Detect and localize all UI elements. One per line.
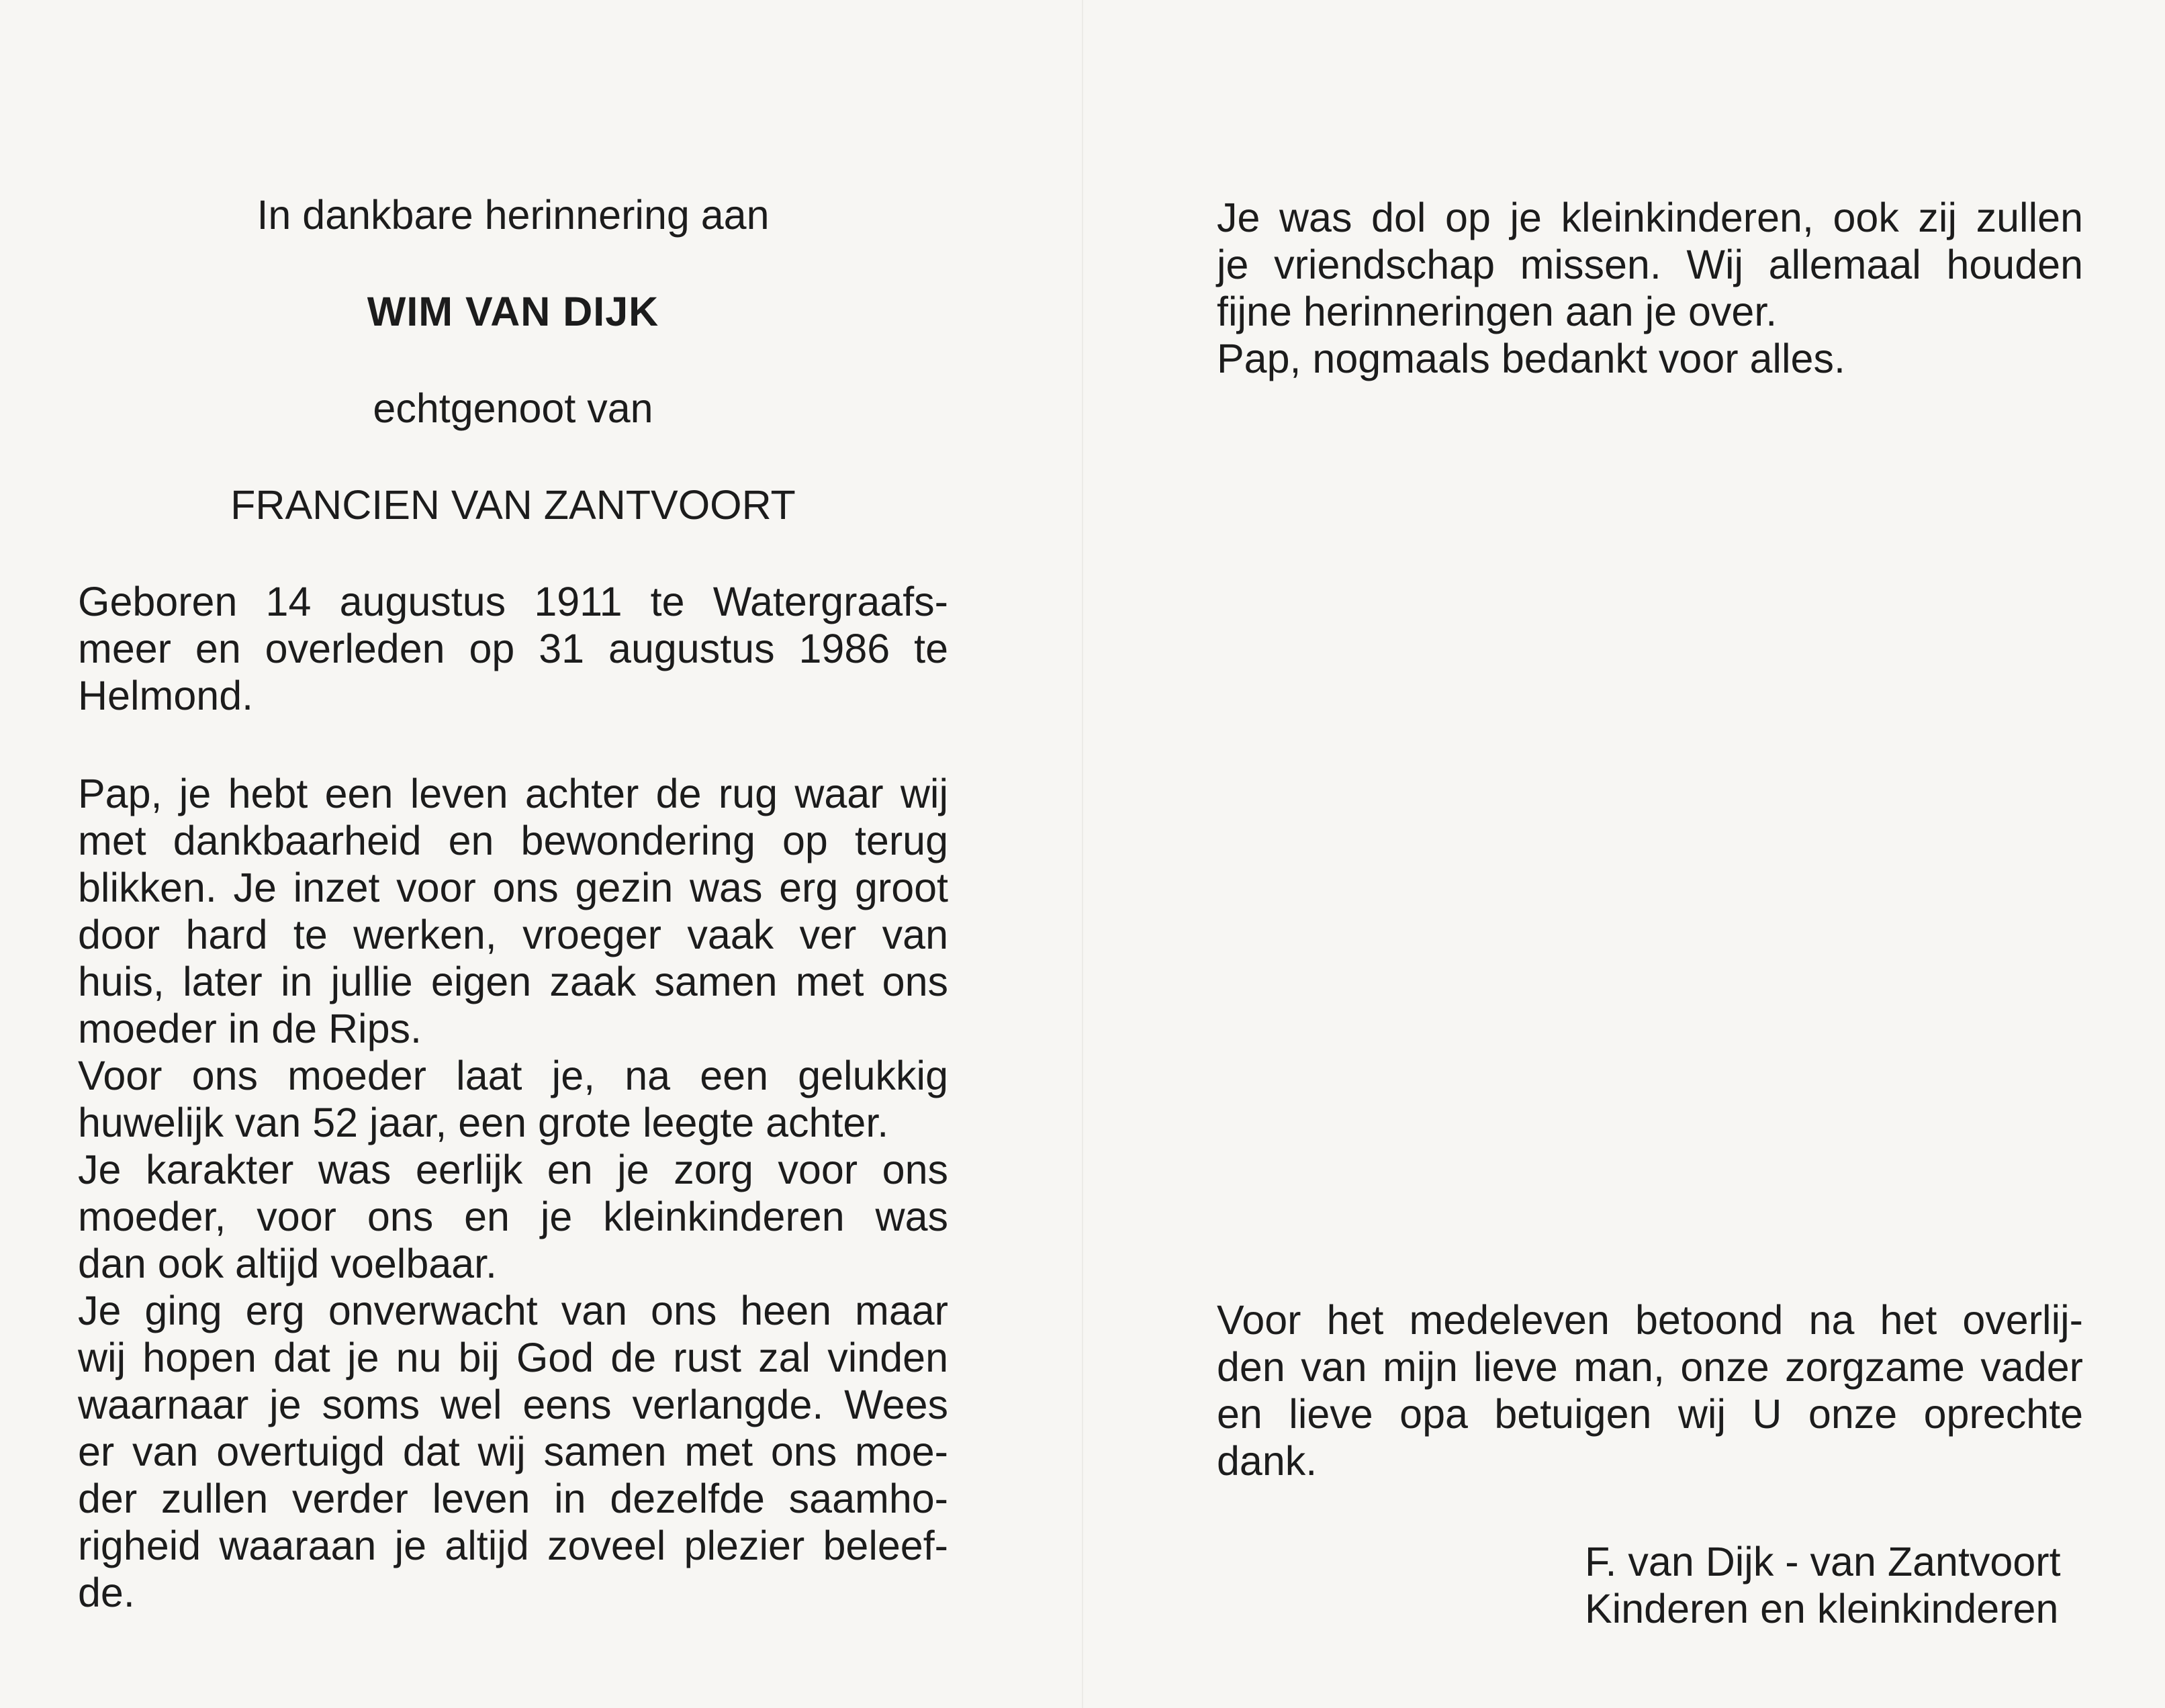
text-line-14: waarnaar je soms wel eens verlangde. Wees [78, 1382, 948, 1427]
thanks-line-1: Voor het medeleven betoond na het overlij- [1217, 1297, 2083, 1343]
closing-line-2: je vriendschap missen. Wij allemaal houden [1217, 242, 2083, 287]
text-line-7: Voor ons moeder laat je, na een gelukkig [78, 1053, 948, 1098]
birth-line-3: Helmond. [78, 673, 254, 718]
text-line-18: de. [78, 1570, 135, 1615]
text-line-2: met dankbaarheid en bewondering op terug [78, 818, 948, 863]
thanks-line-4: dank. [1217, 1438, 1318, 1484]
text-line-10: moeder, voor ons en je kleinkinderen was [78, 1194, 948, 1239]
text-line-8: huwelijk van 52 jaar, een grote leegte achter. [78, 1100, 889, 1145]
thanks-line-3: en lieve opa betuigen wij U onze oprechte [1217, 1391, 2083, 1437]
text-line-11: dan ook altijd voelbaar. [78, 1241, 497, 1286]
text-line-15: er van overtuigd dat wij samen met ons moe- [78, 1429, 948, 1474]
signature-line-1: F. van Dijk - van Zantvoort [1585, 1539, 2061, 1584]
birth-line-2: meer en overleden op 31 augustus 1986 te [78, 626, 948, 671]
text-line-6: moeder in de Rips. [78, 1006, 422, 1051]
spouse-name: FRANCIEN VAN ZANTVOORT [230, 482, 796, 528]
closing-line-1: Je was dol op je kleinkinderen, ook zij zullen [1217, 195, 2083, 240]
text-line-9: Je karakter was eerlijk en je zorg voor ons [78, 1147, 948, 1192]
relation-text: echtgenoot van [373, 385, 653, 431]
text-line-17: righeid waaraan je altijd zoveel plezier beleef- [78, 1523, 948, 1568]
birth-line-1: Geboren 14 augustus 1911 te Watergraafs- [78, 579, 948, 624]
signature-line-2: Kinderen en kleinkinderen [1585, 1586, 2059, 1631]
text-line-1: Pap, je hebt een leven achter de rug waar wij [78, 771, 948, 816]
text-line-16: der zullen verder leven in dezelfde saamho- [78, 1476, 948, 1521]
left-page [0, 0, 1082, 1708]
heading: In dankbare herinnering aan [257, 192, 770, 238]
text-line-4: door hard te werken, vroeger vaak ver van [78, 912, 948, 957]
deceased-name: WIM VAN DIJK [367, 289, 659, 334]
text-line-12: Je ging erg onverwacht van ons heen maar [78, 1288, 948, 1333]
text-line-5: huis, later in jullie eigen zaak samen met ons [78, 959, 948, 1004]
closing-line-4: Pap, nogmaals bedankt voor alles. [1217, 336, 1845, 381]
text-line-13: wij hopen dat je nu bij God de rust zal vinden [78, 1335, 948, 1380]
right-page [1082, 0, 2165, 1708]
thanks-line-2: den van mijn lieve man, onze zorgzame vader [1217, 1344, 2083, 1390]
text-line-3: blikken. Je inzet voor ons gezin was erg groot [78, 865, 948, 910]
closing-line-3: fijne herinneringen aan je over. [1217, 289, 1778, 334]
